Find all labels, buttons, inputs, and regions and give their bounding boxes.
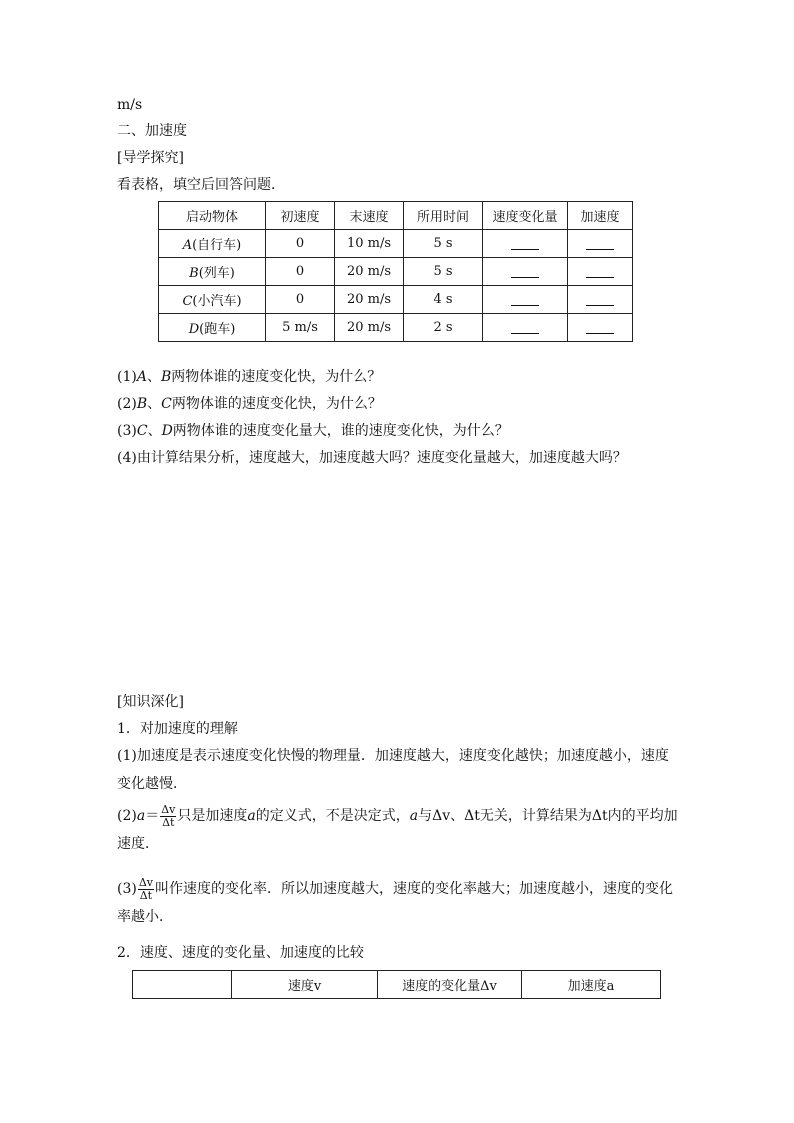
table-cell: B(列车) — [159, 258, 266, 286]
table-row — [159, 230, 633, 258]
table-cell: 0 — [266, 230, 335, 258]
table-cell: C(小汽车) — [159, 286, 266, 314]
blank-line[interactable] — [511, 293, 539, 306]
table-cell: 5 s — [404, 258, 483, 286]
fraction: $\frac{\Delta v}{\Delta t}$ — [138, 875, 154, 902]
point-1-title: 1．对加速度的理解 — [117, 721, 238, 737]
fraction: $\frac{\Delta v}{\Delta t}$ — [161, 802, 176, 829]
table-cell: 20 m/s — [335, 286, 404, 314]
table-header-cell: 末速度 — [335, 202, 404, 230]
question-1: (1)A、B两物体谁的速度变化快，为什么？ — [117, 369, 382, 385]
table-cell: 5 s — [404, 230, 483, 258]
blank-line[interactable] — [511, 321, 539, 334]
table-header-cell: 速度v — [232, 971, 378, 999]
explore-intro: 看表格，填空后回答问题． — [117, 177, 285, 193]
section-title: 二、加速度 — [117, 123, 187, 139]
comparison-table — [132, 970, 661, 999]
table-header-cell: 加速度a — [522, 971, 661, 999]
table-cell — [568, 314, 633, 342]
table-cell: D(跑车) — [159, 314, 266, 342]
table-cell: 20 m/s — [335, 258, 404, 286]
table-cell — [483, 314, 568, 342]
question-2: (2)B、C两物体谁的速度变化快，为什么？ — [117, 396, 382, 412]
table-header-cell: 加速度 — [568, 202, 633, 230]
blank-line[interactable] — [511, 265, 539, 278]
table-header-row — [133, 971, 661, 999]
table-cell — [568, 230, 633, 258]
table-header-cell: 速度变化量 — [483, 202, 568, 230]
blank-line[interactable] — [511, 237, 539, 250]
table-header-cell — [133, 971, 232, 999]
data-table — [158, 201, 633, 342]
question-3: (3)C、D两物体谁的速度变化量大，谁的速度变化快，为什么？ — [117, 423, 509, 439]
table-cell: 20 m/s — [335, 314, 404, 342]
table-cell: 5 m/s — [266, 314, 335, 342]
table-cell: 0 — [266, 258, 335, 286]
table-cell: 4 s — [404, 286, 483, 314]
blank-line[interactable] — [586, 265, 614, 278]
deepen-heading: [知识深化] — [117, 694, 184, 710]
table-row — [159, 258, 633, 286]
table-cell — [568, 258, 633, 286]
table-cell — [483, 258, 568, 286]
table-cell — [568, 286, 633, 314]
point-2-title: 2．速度、速度的变化量、加速度的比较 — [117, 945, 364, 961]
table-cell: 0 — [266, 286, 335, 314]
paragraph-1: (1)加速度是表示速度变化快慢的物理量．加速度越大，速度变化越快；加速度越小，速度变化越慢． — [117, 748, 669, 792]
table-header-cell: 所用时间 — [404, 202, 483, 230]
table-header-cell: 初速度 — [266, 202, 335, 230]
question-4: (4)由计算结果分析，速度越大，加速度越大吗？速度变化量越大，加速度越大吗？ — [117, 450, 627, 466]
blank-line[interactable] — [586, 237, 614, 250]
table-header-cell: 启动物体 — [159, 202, 266, 230]
unit-text: m/s — [117, 97, 143, 113]
table-cell: 2 s — [404, 314, 483, 342]
table-row — [159, 286, 633, 314]
table-cell: A(自行车) — [159, 230, 266, 258]
paragraph-3: (3) $\frac{\Delta v}{\Delta t}$ 叫作速度的变化率．所以加速度越大，速度的变化率越大；加速度越小，速度的变化率越小． — [117, 875, 674, 925]
paragraph-2: (2)a＝ $\frac{\Delta v}{\Delta t}$ 只是加速度a的定义式，不是决定式，a与Δv、Δt无关，计算结果为Δt内的平均加速度． — [117, 802, 678, 852]
table-header-cell: 速度的变化量Δv — [378, 971, 522, 999]
table-cell: 10 m/s — [335, 230, 404, 258]
explore-heading: [导学探究] — [117, 150, 184, 166]
table-cell — [483, 286, 568, 314]
blank-line[interactable] — [586, 293, 614, 306]
table-cell — [483, 230, 568, 258]
blank-line[interactable] — [586, 321, 614, 334]
table-row — [159, 314, 633, 342]
table-header-row — [159, 202, 633, 230]
